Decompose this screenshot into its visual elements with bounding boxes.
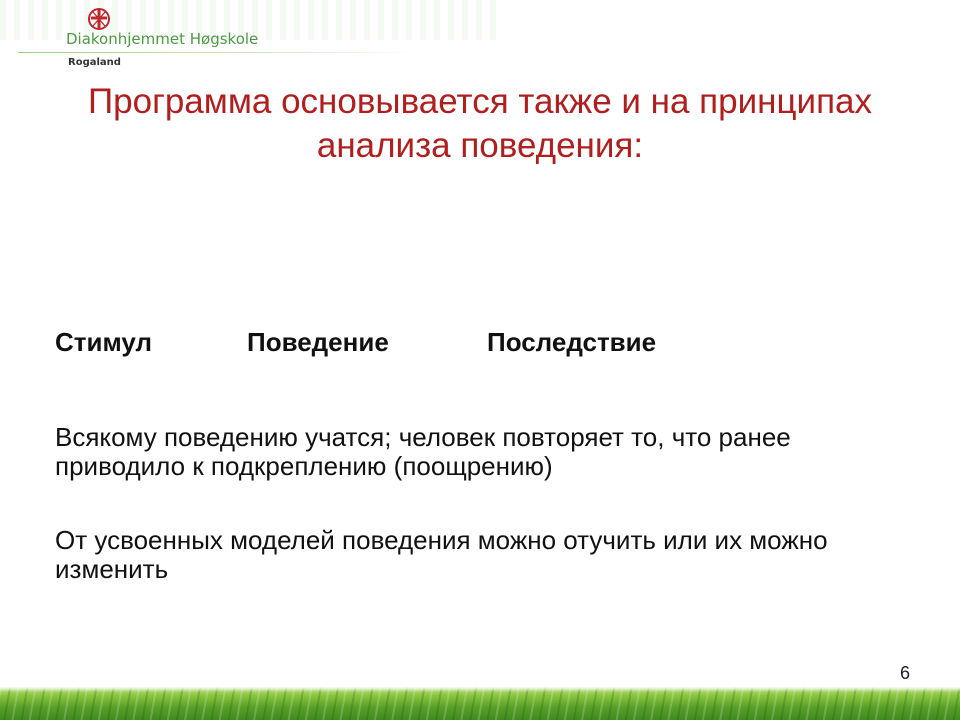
heading-behavior: Поведение — [247, 327, 389, 357]
header-divider — [18, 52, 413, 53]
paragraph-change: От усвоенных моделей поведения можно отучить или их можно изменить — [55, 525, 828, 584]
logo-name: Diakonhjemmet Høgskole — [66, 30, 259, 48]
page-number: 6 — [899, 663, 910, 683]
slide-title: Программа основывается также и на принципах анализа поведения: — [87, 82, 872, 165]
paragraph-learning: Всякому поведению учатся; человек повторяет то, что ранее приводило к подкреплению (поощрению) — [55, 422, 791, 481]
campus-name: Rogaland — [68, 57, 121, 68]
grass-footer — [0, 687, 960, 720]
heading-consequence: Последствие — [487, 327, 657, 357]
heading-stimulus: Стимул — [55, 327, 153, 357]
column-headings — [0, 324, 960, 364]
